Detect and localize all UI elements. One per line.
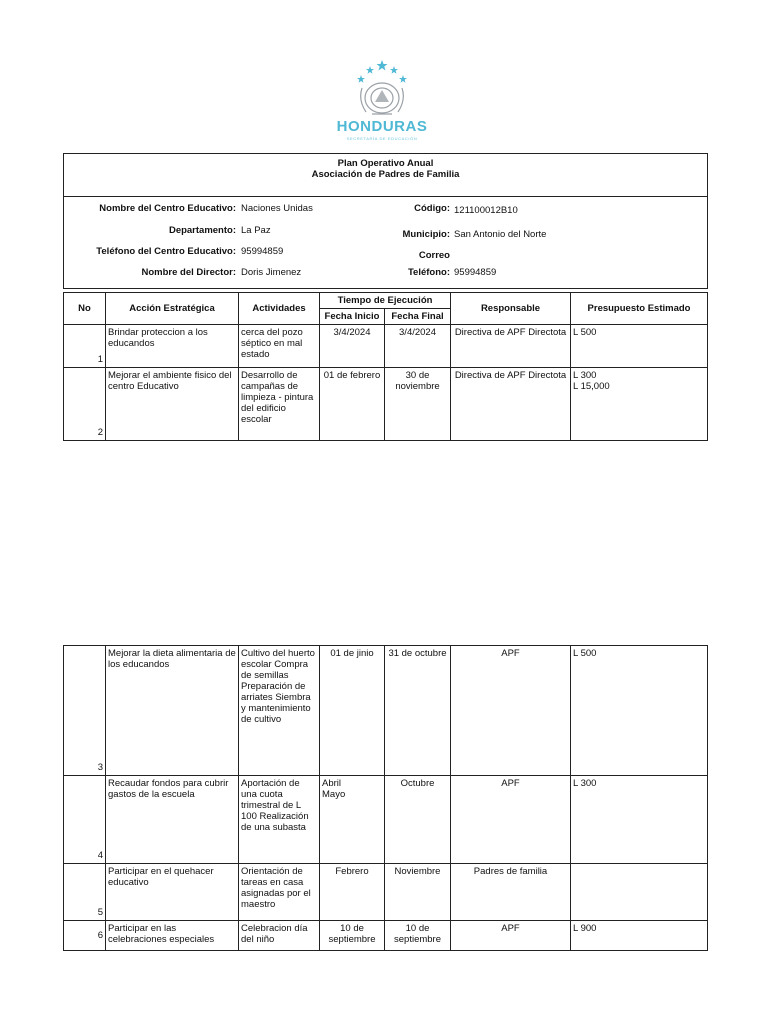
logo-text: HONDURAS	[336, 118, 428, 135]
row-actividades: Cultivo del huerto escolar Compra de semillas Preparación de arriates Siembra y mantenimiento de cultivo	[239, 646, 320, 776]
row-final: 30 de noviembre	[385, 368, 451, 441]
row-presupuesto: L 300	[571, 776, 708, 864]
row-accion: Mejorar la dieta alimentaria de los educandos	[106, 646, 239, 776]
row-accion: Participar en las celebraciones especiales	[106, 921, 239, 951]
info-section	[64, 197, 708, 289]
table-row	[64, 325, 708, 368]
col-final: Fecha Final	[385, 309, 451, 325]
centro-label: Nombre del Centro Educativo:	[99, 203, 236, 214]
row-no: 5	[64, 864, 106, 921]
row-presupuesto: L 500	[571, 325, 708, 368]
row-final: 3/4/2024	[385, 325, 451, 368]
logo-subtext: SECRETARÍA DE EDUCACIÓN	[346, 136, 418, 141]
row-responsable: Directiva de APF Directota	[451, 325, 571, 368]
depto-value: La Paz	[241, 225, 271, 236]
tel-centro-value: 95994859	[241, 246, 284, 257]
plan-title-cell	[64, 154, 708, 197]
table-row	[64, 776, 708, 864]
director-label: Nombre del Director:	[141, 267, 236, 278]
col-no: No	[64, 293, 106, 325]
table-row	[64, 864, 708, 921]
row-responsable: APF	[451, 921, 571, 951]
row-no: 2	[64, 368, 106, 441]
col-responsable: Responsable	[451, 293, 571, 325]
table-row	[64, 921, 708, 951]
col-tiempo: Tiempo de Ejecución	[320, 293, 451, 309]
tel-centro-label: Teléfono del Centro Educativo:	[96, 246, 236, 257]
depto-label: Departamento:	[168, 225, 236, 236]
row-accion: Participar en el quehacer educativo	[106, 864, 239, 921]
codigo-label: Código:	[414, 203, 450, 214]
tel-label: Teléfono:	[407, 267, 450, 278]
plan-header-table	[63, 153, 708, 289]
tel-value: 95994859	[454, 267, 497, 278]
row-actividades: Celebracion día del niño	[239, 921, 320, 951]
col-accion: Acción Estratégica	[106, 293, 239, 325]
row-presupuesto: L 500	[571, 646, 708, 776]
row-inicio: Abril Mayo	[320, 776, 385, 864]
row-presupuesto: L 900	[571, 921, 708, 951]
row-final: Noviembre	[385, 864, 451, 921]
row-no: 6	[64, 921, 106, 951]
row-inicio: 3/4/2024	[320, 325, 385, 368]
col-inicio: Fecha Inicio	[320, 309, 385, 325]
municipio-label: Municipio:	[402, 229, 450, 240]
row-actividades: Orientación de tareas en casa asignadas por el maestro	[239, 864, 320, 921]
col-actividades: Actividades	[239, 293, 320, 325]
row-presupuesto: L 300 L 15,000	[571, 368, 708, 441]
row-actividades: Aportación de una cuota trimestral de L 100 Realización de una subasta	[239, 776, 320, 864]
row-inicio: 01 de jinio	[320, 646, 385, 776]
activities-table-2	[63, 645, 708, 951]
row-responsable: Padres de familia	[451, 864, 571, 921]
row-presupuesto	[571, 864, 708, 921]
plan-title: Plan Operativo Anual	[337, 158, 434, 169]
row-no: 4	[64, 776, 106, 864]
row-final: Octubre	[385, 776, 451, 864]
honduras-logo	[330, 58, 434, 146]
row-responsable: APF	[451, 776, 571, 864]
coat-of-arms-icon	[330, 58, 434, 118]
row-no: 1	[64, 325, 106, 368]
row-inicio: 01 de febrero	[320, 368, 385, 441]
plan-subtitle: Asociación de Padres de Familia	[311, 169, 460, 180]
row-responsable: Directiva de APF Directota	[451, 368, 571, 441]
row-accion: Mejorar el ambiente fisico del centro Educativo	[106, 368, 239, 441]
row-responsable: APF	[451, 646, 571, 776]
centro-value: Naciones Unidas	[241, 203, 313, 214]
col-presupuesto: Presupuesto Estimado	[571, 293, 708, 325]
row-no: 3	[64, 646, 106, 776]
row-accion: Recaudar fondos para cubrir gastos de la escuela	[106, 776, 239, 864]
row-inicio: Febrero	[320, 864, 385, 921]
municipio-value: San Antonio del Norte	[454, 229, 547, 240]
row-inicio: 10 de septiembre	[320, 921, 385, 951]
row-actividades: cerca del pozo séptico en mal estado	[239, 325, 320, 368]
table-row	[64, 646, 708, 776]
activities-table-1	[63, 292, 708, 441]
row-actividades: Desarrollo de campañas de limpieza - pintura del edificio escolar	[239, 368, 320, 441]
codigo-value: 121100012B10	[454, 205, 518, 216]
row-final: 10 de septiembre	[385, 921, 451, 951]
row-accion: Brindar proteccion a los educandos	[106, 325, 239, 368]
director-value: Doris Jimenez	[241, 267, 302, 278]
table-row	[64, 368, 708, 441]
row-final: 31 de octubre	[385, 646, 451, 776]
correo-label: Correo	[418, 250, 450, 261]
